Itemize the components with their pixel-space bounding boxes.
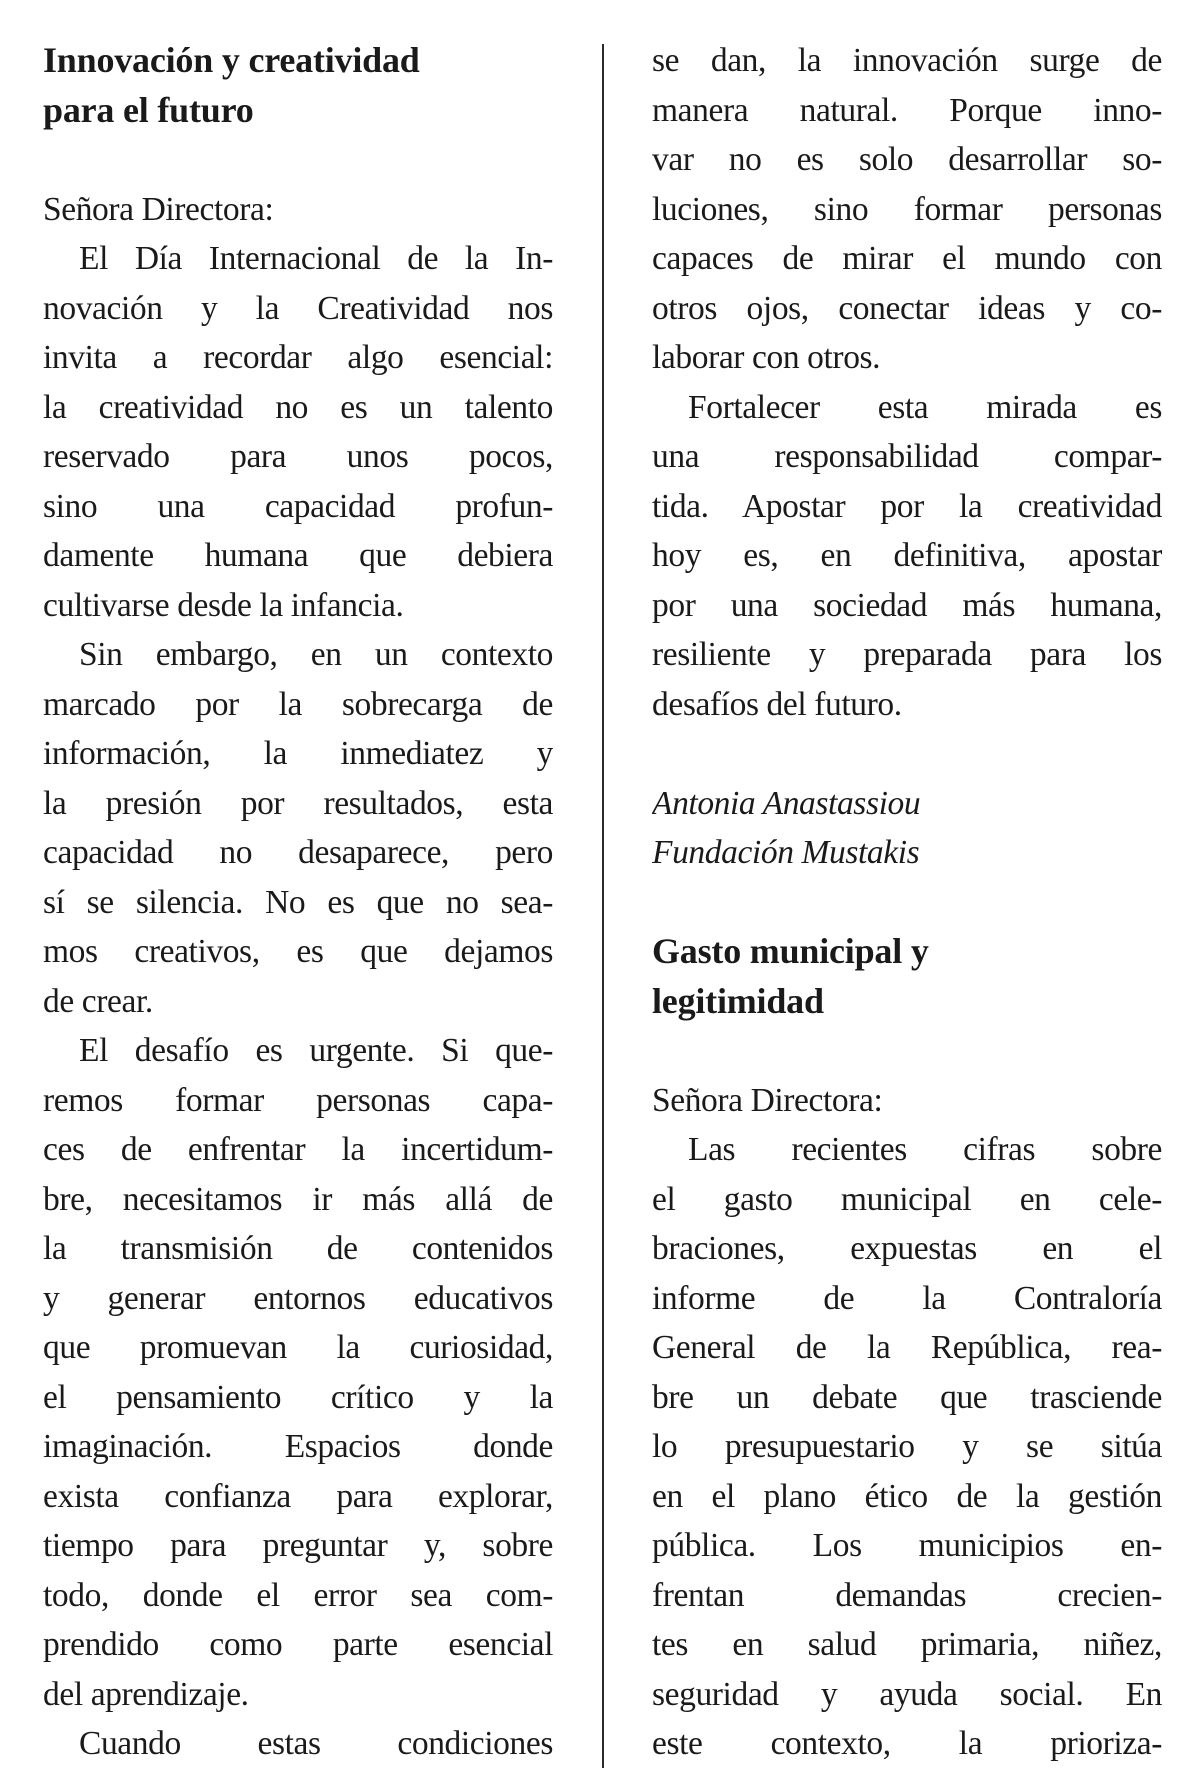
- body-line: se dan, la innovación surge de: [652, 42, 1162, 79]
- body-line: hoy es, en definitiva, apostar: [652, 537, 1162, 574]
- body-line: var no es solo desarrollar so-: [652, 141, 1162, 178]
- body-line: Fortalecer esta mirada es: [688, 388, 1162, 426]
- body-line: capaces de mirar el mundo con: [652, 240, 1162, 277]
- body-line: Sin embargo, en un contexto: [79, 636, 553, 673]
- letter-title-line: Innovación y creatividad: [43, 40, 420, 80]
- body-line: imaginación. Espacios donde: [43, 1428, 553, 1465]
- body-line: exista confianza para explorar,: [43, 1477, 553, 1515]
- body-line: todo, donde el error sea com-: [43, 1576, 553, 1614]
- body-line: El desafío es urgente. Si que-: [79, 1032, 553, 1069]
- body-line: reservado para unos pocos,: [43, 438, 553, 475]
- body-line: laborar con otros.: [652, 339, 881, 376]
- body-line: tes en salud primaria, niñez,: [652, 1626, 1162, 1663]
- body-line: capacidad no desaparece, pero: [43, 834, 553, 871]
- body-line: braciones, expuestas en el: [652, 1230, 1162, 1267]
- body-line: mos creativos, es que dejamos: [43, 933, 553, 970]
- right-column: [652, 36, 1162, 1769]
- body-line: por una sociedad más humana,: [652, 586, 1162, 624]
- body-line: otros ojos, conectar ideas y co-: [652, 289, 1162, 327]
- body-line: el pensamiento crítico y la: [43, 1378, 553, 1416]
- spacer: [652, 1026, 1162, 1076]
- letter-title-line: Gasto municipal y: [652, 931, 929, 971]
- body-line: la creatividad no es un talento: [43, 388, 553, 426]
- salutation: Señora Directora:: [43, 190, 274, 228]
- body-line: la transmisión de contenidos: [43, 1230, 553, 1267]
- body-line: prendido como parte esencial: [43, 1626, 553, 1663]
- body-line: del aprendizaje.: [43, 1675, 249, 1713]
- body-line: tiempo para preguntar y, sobre: [43, 1527, 553, 1564]
- body-line: ces de enfrentar la incertidum-: [43, 1131, 553, 1168]
- spacer: [652, 729, 1162, 779]
- body-line: Las recientes cifras sobre: [688, 1131, 1162, 1168]
- body-line: El Día Internacional de la In-: [79, 240, 553, 277]
- letter-title-line: legitimidad: [652, 980, 824, 1021]
- body-line: novación y la Creatividad nos: [43, 289, 553, 327]
- body-line: este contexto, la prioriza-: [652, 1725, 1162, 1762]
- body-line: que promuevan la curiosidad,: [43, 1329, 553, 1366]
- body-line: una responsabilidad compar-: [652, 438, 1162, 475]
- body-line: resiliente y preparada para los: [652, 636, 1162, 673]
- body-line: sino una capacidad profun-: [43, 487, 553, 525]
- body-line: el gasto municipal en cele-: [652, 1180, 1162, 1218]
- body-line: damente humana que debiera: [43, 537, 553, 574]
- body-line: cultivarse desde la infancia.: [43, 586, 404, 624]
- body-line: en el plano ético de la gestión: [652, 1477, 1162, 1515]
- spacer: [43, 135, 553, 185]
- salutation: Señora Directora:: [652, 1081, 883, 1119]
- body-line: tida. Apostar por la creatividad: [652, 487, 1162, 525]
- body-line: desafíos del futuro.: [652, 685, 902, 723]
- body-line: bre, necesitamos ir más allá de: [43, 1180, 553, 1218]
- body-line: lo presupuestario y se sitúa: [652, 1428, 1162, 1465]
- letter-title-line: para el futuro: [43, 89, 254, 130]
- body-line: frentan demandas crecien-: [652, 1576, 1162, 1614]
- left-column: [43, 36, 553, 1769]
- body-line: General de la República, rea-: [652, 1329, 1162, 1366]
- body-line: sí se silencia. No es que no sea-: [43, 883, 553, 921]
- body-line: seguridad y ayuda social. En: [652, 1675, 1162, 1713]
- body-line: luciones, sino formar personas: [652, 190, 1162, 228]
- body-line: manera natural. Porque inno-: [652, 91, 1162, 129]
- body-line: remos formar personas capa-: [43, 1081, 553, 1119]
- signature-organization: Fundación Mustakis: [652, 834, 920, 871]
- spacer: [652, 878, 1162, 928]
- body-line: Cuando estas condiciones: [79, 1725, 553, 1762]
- body-line: la presión por resultados, esta: [43, 784, 553, 822]
- body-line: marcado por la sobrecarga de: [43, 685, 553, 723]
- body-line: y generar entornos educativos: [43, 1279, 553, 1317]
- body-line: bre un debate que trasciende: [652, 1378, 1162, 1416]
- body-line: pública. Los municipios en-: [652, 1527, 1162, 1564]
- signature-name: Antonia Anastassiou: [652, 784, 921, 822]
- body-line: de crear.: [43, 982, 153, 1020]
- body-line: información, la inmediatez y: [43, 735, 553, 772]
- body-line: invita a recordar algo esencial:: [43, 339, 553, 376]
- body-line: informe de la Contraloría: [652, 1279, 1162, 1317]
- column-divider: [602, 44, 604, 1768]
